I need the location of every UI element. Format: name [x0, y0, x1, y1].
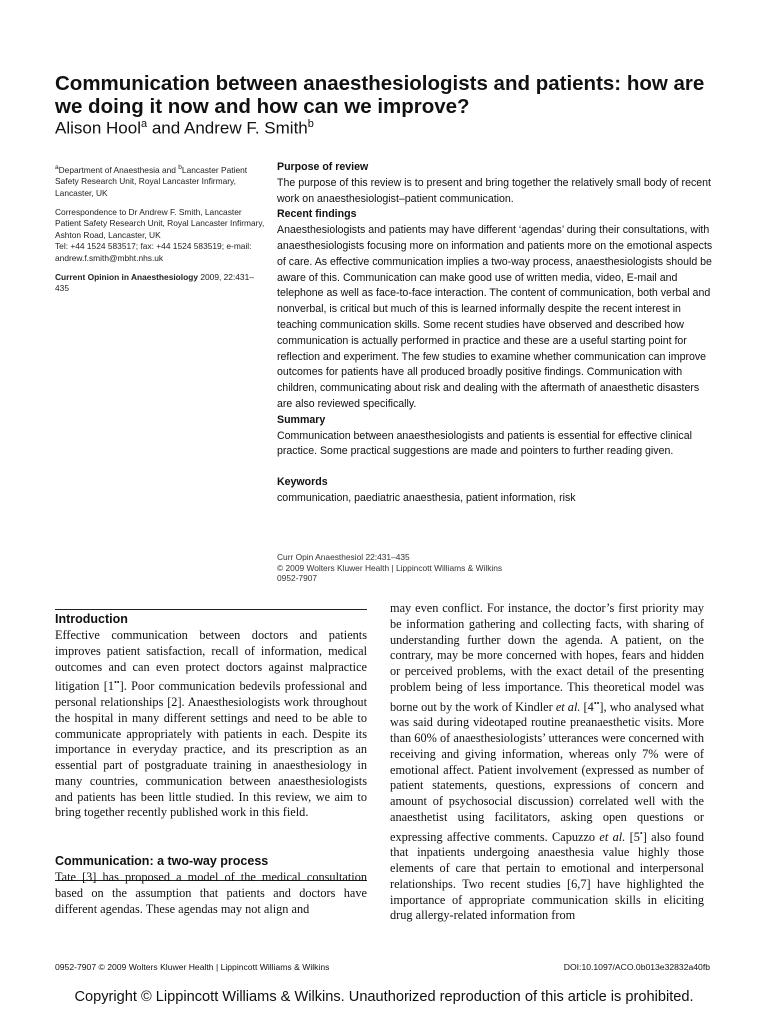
body-text: may even conflict. For instance, the doctor’s first priority may be information gathering and collecting facts, with sharing of understanding further down the agenda. A patient, on the contrary, may be more concerned with hopes, fears and hidden or perceived problems, with the exact detail of the presenting problem being of less importance. This theoretical model was borne out by the work of Kindler — [390, 601, 704, 714]
introduction-paragraph — [55, 628, 367, 821]
author-joiner: and — [147, 118, 184, 138]
correspondence-address: Correspondence to Dr Andrew F. Smith, Lancaster Patient Safety Research Unit, Royal Lancaster Infirmary, Ashton Road, Lancaster, UK — [55, 207, 265, 240]
introduction-text-b: ]. Poor communication bedevils professional and personal relationships [2]. Anaesthesiologists work throughout the hospital in many different settings and need to be able to communicate appropriately with patients in each. Despite its importance in everyday practice, and its prescription as an essential part of postgraduate training in anaesthesiology in many countries, communication between anaesthesiologists and patients has been little studied. In this review, we aim to bring together recently published work in this field. — [55, 679, 367, 820]
author-hool-affiliation-mark: a — [141, 118, 148, 130]
findings-text: Anaesthesiologists and patients may have different ‘agendas’ during their consultations, with anaesthesiologists focusing more on information and patients more on the emotional aspects of care. As effective communication implies a two-way process, anaesthesiologists should be aware of this. Communication can make good use of written media, video, E-mail and telephone as well as face-to-face interaction. The content of communication, both verbal and nonverbal, is critical but much of this is learned informally despite the recent interest in teaching communication skills. Some recent studies have observed and described how communication is actually performed in practice and these are a useful starting point for reflection and experiment. The few studies to examine whether communication can improve outcomes for patients have all produced broadly positive findings. Communication with children, communicating about risk and dealing with the aftermath of anaesthetic disasters are also reviewed specifically. — [277, 224, 713, 410]
introduction-rule — [55, 609, 367, 610]
citation-block — [277, 552, 502, 584]
author-hool: Alison Hool — [55, 118, 141, 138]
summary-heading: Summary — [277, 413, 326, 426]
introduction-text-a: Effective communication between doctors and patients improves patient satisfaction, recall of information, medical outcomes and can even protect doctors against malpractice litigation [1 — [55, 628, 367, 694]
introduction-heading: Introduction — [55, 612, 128, 626]
journal-reference — [55, 272, 265, 295]
author-line — [55, 118, 314, 139]
article-title: Communication between anaesthesiologists and patients: how are we doing it now and how can we improve? — [55, 72, 705, 118]
journal-name: Current Opinion in Anaesthesiology — [55, 272, 199, 283]
purpose-heading: Purpose of review — [277, 161, 369, 173]
reference-mark: •• — [113, 678, 120, 688]
correspondence-contact: Tel: +44 1524 583517; fax: +44 1524 583519; e-mail: andrew.f.smith@mbht.nhs.uk — [55, 241, 252, 263]
et-al: et al. — [599, 829, 626, 844]
findings-heading: Recent findings — [277, 208, 357, 221]
summary-text: Communication between anaesthesiologists and patients is essential for effective clinical practice. Some practical suggestions are made and pointers to further reading given. — [277, 429, 692, 458]
copyright-notice: Copyright © Lippincott Williams & Wilkins. Unauthorized reproduction of this article is prohibited. — [74, 989, 694, 1005]
correspondence-block — [55, 207, 265, 264]
abstract — [277, 160, 717, 507]
reference-mark: • — [639, 828, 643, 838]
body-text: ], who analysed what was said during videotaped routine preanaesthetic visits. More than 60% of anaesthesiologists’ utterances were concerned with receiving and giving information, whereas only 7% were of emotional affect. Patient involvement (expressed as number of patient statements, questions, expressions of concern and amount of psychosocial discussion) correlated well with the anaesthetist using facilitators, asking open questions or expressing affective comments. Capuzzo — [390, 699, 704, 844]
affiliation-a: Department of Anaesthesia and — [58, 164, 179, 175]
et-al: et al. — [555, 699, 581, 714]
reference-mark: •• — [593, 698, 600, 708]
body-text: [4 — [580, 699, 594, 714]
copyright-line: © 2009 Wolters Kluwer Health | Lippincott Williams & Wilkins — [277, 562, 503, 573]
two-way-heading: Communication: a two-way process — [55, 854, 269, 869]
footer-publisher: 0952-7907 © 2009 Wolters Kluwer Health | Lippincott Williams & Wilkins — [55, 962, 330, 972]
body-text: [5 — [625, 829, 640, 844]
author-smith-affiliation-mark: b — [307, 118, 314, 130]
two-way-paragraph: Tate [3] has proposed a model of the medical consultation based on the assumption that patients and doctors have different agendas. These agendas may not align and — [55, 870, 367, 916]
issn-line: 0952-7907 — [277, 573, 318, 583]
body-column-right — [390, 601, 704, 924]
affiliation-column — [55, 162, 265, 303]
affiliation-b: Lancaster Patient Safety Research Unit, Royal Lancaster Infirmary, Lancaster, UK — [55, 164, 248, 198]
affiliations — [55, 162, 265, 199]
citation-line: Curr Opin Anaesthesiol 22:431–435 — [277, 552, 410, 562]
author-smith: Andrew F. Smith — [184, 118, 308, 138]
journal-volume: 2009, 22:431–435 — [55, 272, 254, 294]
body-column-left — [55, 612, 367, 917]
keywords-text: communication, paediatric anaesthesia, patient information, risk — [277, 491, 576, 504]
body-text: ] also found that inpatients undergoing anaesthesia value highly those elements of care that pertain to emotional and interpersonal relationships. Two recent studies [6,7] have highlighted the importance of appropriate communication skills in eliciting drug allergy-related information from — [390, 829, 704, 923]
purpose-text: The purpose of this review is to present and bring together the relatively small body of recent work on anaesthesiologist–patient communication. — [277, 176, 711, 205]
affiliation-mark-b: b — [178, 164, 182, 171]
keywords-heading: Keywords — [277, 476, 328, 489]
affiliation-mark-a: a — [55, 164, 59, 171]
footer-doi: DOI:10.1097/ACO.0b013e32832a40fb — [563, 962, 710, 972]
continued-paragraph — [390, 601, 704, 924]
